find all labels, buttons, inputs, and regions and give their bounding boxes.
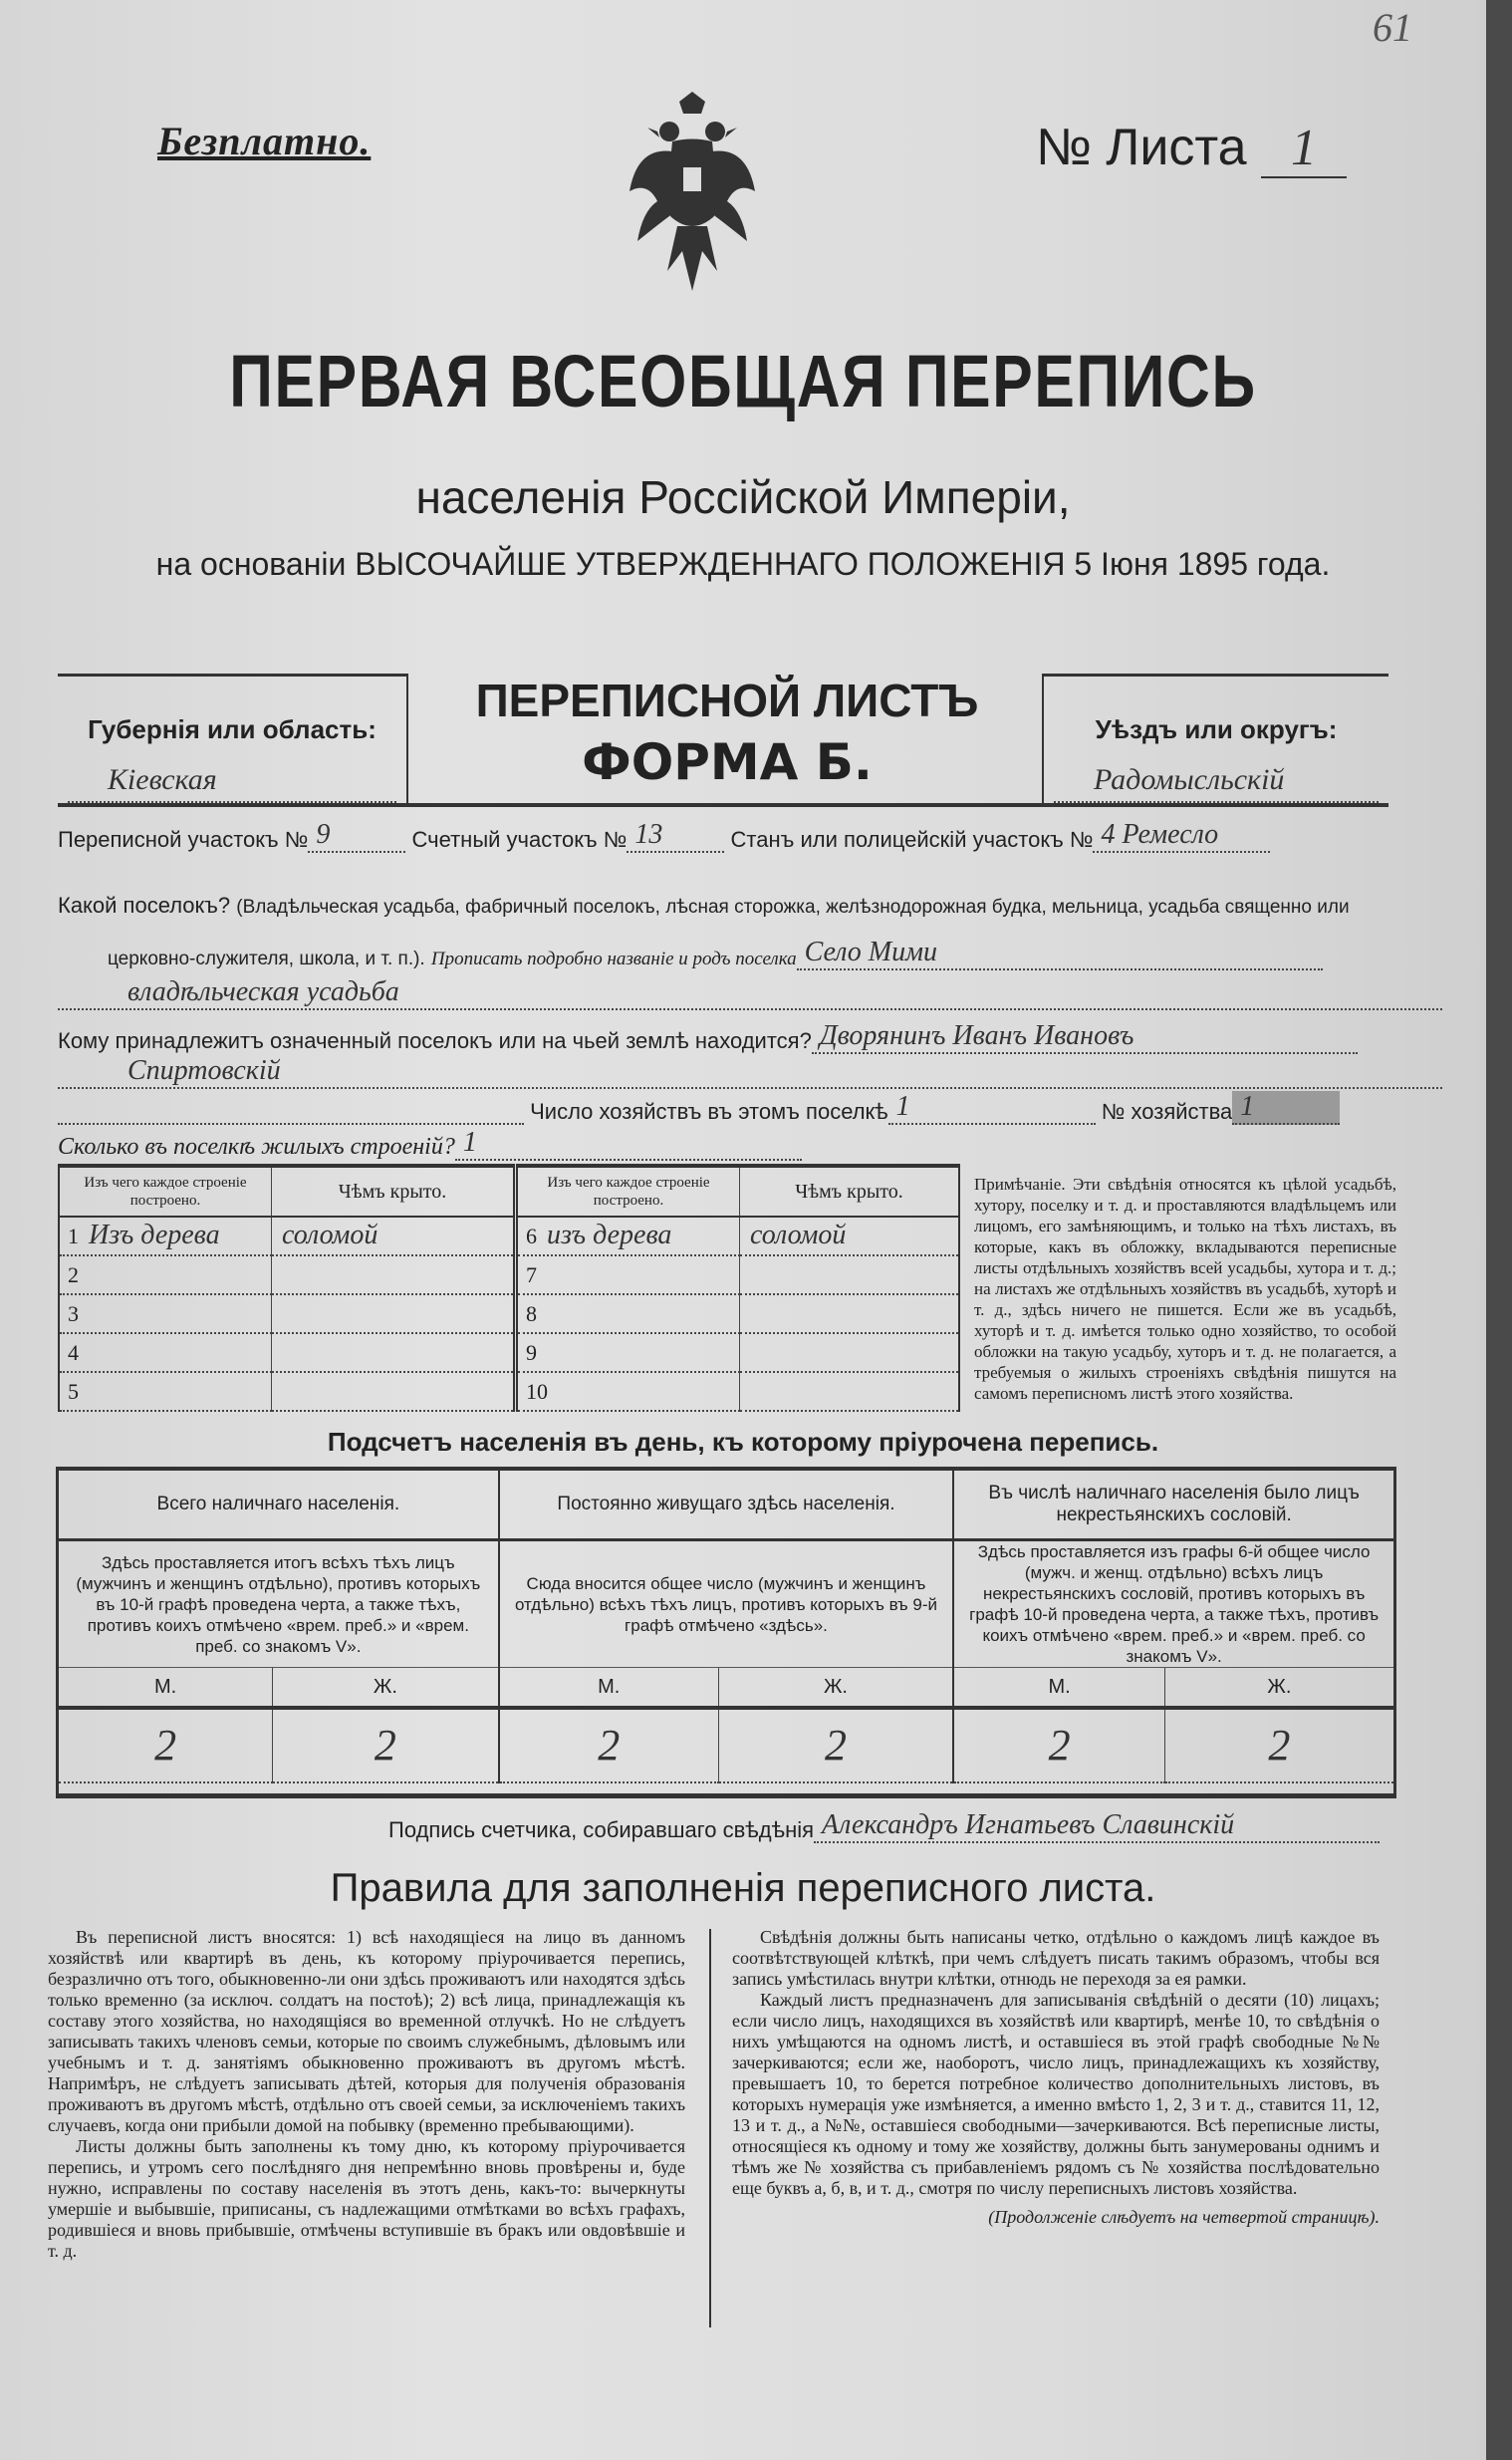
divider — [58, 803, 1388, 807]
building-material-field[interactable] — [516, 1217, 740, 1255]
row-number: 10 — [526, 1379, 548, 1404]
roof-material-value: соломой — [750, 1220, 847, 1250]
households-label: Число хозяйствъ въ этомъ поселкѣ — [530, 1099, 888, 1124]
column-header: Чѣмъ крыто. — [740, 1166, 960, 1217]
building-material-field[interactable] — [516, 1255, 740, 1294]
column-title: Постоянно живущаго здѣсь населенія. — [499, 1469, 954, 1540]
column-description: Здѣсь проставляется изъ графы 6-й общее число (мужч. и женщ. отдѣльно) всѣхъ лицъ некрестьянскихъ сословій, противъ которыхъ въ графѣ 10-й проведена черта, а также тѣхъ, противъ коихъ отмѣчено «врем. преб.» и «врем. преб. со знакомъ V». — [953, 1540, 1394, 1668]
row-number: 1 — [68, 1224, 79, 1248]
settlement-row-2 — [108, 937, 1388, 970]
column-title: Въ числѣ наличнаго населенія было лицъ некрестьянскихъ сословій. — [953, 1469, 1394, 1540]
resident-male-field[interactable]: 2 — [499, 1708, 719, 1782]
roof-material-field[interactable] — [740, 1294, 960, 1333]
signature-label: Подпись счетчика, собиравшаго свѣдѣнія — [388, 1817, 815, 1842]
column-title: Всего наличнаго населенія. — [58, 1469, 499, 1540]
rules-right-column — [732, 1927, 1380, 2228]
column-divider — [709, 1929, 711, 2327]
buildings-count-row — [58, 1127, 1388, 1161]
table-row — [59, 1372, 959, 1411]
district-box — [1042, 674, 1388, 804]
building-material-field[interactable] — [59, 1372, 272, 1411]
note-text: Примѣчаніе. Эти свѣдѣнія относятся къ цѣлой усадьбѣ, хутору, поселку и т. д. и проставляются владѣльцемъ или лицомъ, его замѣняющимъ, и только на тѣхъ листахъ, въ которые, какъ въ обложку, вкладываются переписные листы отдѣльныхъ хозяйствъ всей усадьбы, хутора и т. д.; на листахъ же отдѣльныхъ хозяйствъ въ усадьбѣ, хуторѣ и т. д., здѣсь ничего не пишется. Если же въ усадьбѣ, хуторѣ и т. д. имѣется только одно хозяйство, то особой обложки на такую усадьбу, хуторъ и т. д. не полагается, а требуемыя о жилыхъ строеніяхъ свѣдѣнія пишутся на самомъ переписномъ листѣ этого хозяйства. — [974, 1175, 1396, 1403]
rules-left-column — [48, 1927, 685, 2262]
column-description: Здѣсь проставляется итогъ всѣхъ тѣхъ лицъ (мужчинъ и женщинъ отдѣльно), противъ которыхъ въ 10-й графѣ проведена черта, а также тѣхъ, противъ коихъ отмѣчено «врем. преб.» и «врем. преб. со знакомъ V». — [58, 1540, 499, 1668]
sheet-number — [1036, 118, 1347, 177]
building-material-field[interactable] — [516, 1294, 740, 1333]
owner-label: Кому принадлежитъ означенный поселокъ или на чьей землѣ находится? — [58, 1028, 812, 1053]
settlement-hint: (Владѣльческая усадьба, фабричный поселокъ, лѣсная сторожка, желѣзнодорожная будка, мельница, усадьба священно или — [236, 897, 1350, 918]
household-number-field[interactable]: 1 — [1232, 1091, 1340, 1125]
total-female-field[interactable]: 2 — [273, 1708, 499, 1782]
roof-material-value: соломой — [282, 1220, 378, 1250]
owner-row — [58, 1020, 1388, 1054]
settlement-instruction: Прописать подробно названіе и родъ поселка — [430, 949, 797, 969]
buildings-count-label: Сколько въ поселкѣ жилыхъ строеній? — [58, 1134, 455, 1160]
male-header: М. — [58, 1668, 273, 1709]
document-subtitle: населенія Россійской Имперіи, — [415, 471, 1071, 523]
owner-row-2 — [58, 1055, 1388, 1089]
roof-material-field[interactable] — [740, 1372, 960, 1411]
census-district-field[interactable]: 9 — [308, 819, 405, 853]
settlement-row-3 — [58, 976, 1388, 1010]
female-header: Ж. — [1164, 1668, 1394, 1709]
roof-material-field[interactable] — [740, 1333, 960, 1372]
column-header: Изъ чего каждое строеніе построено. — [516, 1166, 740, 1217]
district-numbers-row — [58, 819, 1388, 853]
households-row — [58, 1091, 1388, 1125]
household-number-label: № хозяйства — [1101, 1099, 1233, 1124]
nonpeasant-female-field[interactable]: 2 — [1164, 1708, 1394, 1782]
document-title: ПЕРВАЯ ВСЕОБЩАЯ ПЕРЕПИСЬ — [229, 340, 1257, 422]
sheet-number-label: № Листа — [1036, 119, 1247, 176]
signature-field[interactable]: Александръ Игнатьевъ Славинскій — [814, 1809, 1380, 1843]
roof-material-field[interactable] — [272, 1217, 516, 1255]
roof-material-field[interactable] — [740, 1217, 960, 1255]
column-header: Изъ чего каждое строеніе построено. — [59, 1166, 272, 1217]
row-number: 5 — [68, 1379, 79, 1404]
police-district-label: Станъ или полицейскій участокъ № — [730, 827, 1094, 852]
province-box — [58, 674, 408, 804]
male-header: М. — [499, 1668, 719, 1709]
row-number: 9 — [526, 1340, 537, 1365]
table-header — [59, 1166, 959, 1217]
column-header: Чѣмъ крыто. — [272, 1166, 516, 1217]
roof-material-field[interactable] — [740, 1255, 960, 1294]
settlement-row — [58, 893, 1388, 919]
rules-paragraph: Листы должны быть заполнены къ тому дню, къ которому пріурочивается перепись, и утромъ сего послѣдняго дня непремѣнно вновь провѣрены и, буде нужно, исправлены по составу населенія въ этотъ день, какъ-то: вычеркнуты умершіе и выбывшіе, приписаны, съ надлежащими отмѣтками во всѣхъ графахъ, родившіеся и вновь прибывшіе, отмѣчены вступившіе въ бракъ или овдовѣвшіе и т. д. — [48, 2136, 685, 2261]
female-header: Ж. — [273, 1668, 499, 1709]
rules-paragraph: Каждый листъ предназначенъ для записыванія свѣдѣній о десяти (10) лицахъ; если число лицъ, находящихся въ хозяйствѣ или квартирѣ, менѣе 10, то свѣдѣнія о нихъ умѣщаются на одномъ листѣ, и оставшіеся въ этой графѣ свободные №№ зачеркиваются; если же, наоборотъ, число лицъ, принадлежащихъ къ хозяйству, превышаетъ 10, то берется потребное количество дополнительныхъ листовъ, въ которыхъ нумерація уже измѣняется, а именно вмѣсто 1, 2, 3 и т. д., ставится 11, 12, 13 и т. д., а №№, оставшіеся свободными—зачеркиваются. Всѣ переписные листы, относящіеся къ одному и тому же хозяйству, должны быть занумерованы однимъ и тѣмъ же № хозяйства съ прибавленіемъ рядомъ съ № хозяйства послѣдовательно еще буквъ а, б, в, и т. д., смотря по числу переписныхъ листовъ хозяйства. — [732, 1990, 1380, 2198]
nonpeasant-male-field[interactable]: 2 — [953, 1708, 1164, 1782]
form-name: ПЕРЕПИСНОЙ ЛИСТЪ — [475, 675, 979, 726]
building-material-field[interactable] — [516, 1372, 740, 1411]
table-row — [59, 1333, 959, 1372]
male-header: М. — [953, 1668, 1164, 1709]
buildings-table — [58, 1164, 960, 1412]
owner-field[interactable]: Дворянинъ Иванъ Ивановъ — [812, 1020, 1358, 1054]
building-material-field[interactable] — [59, 1217, 272, 1255]
row-number: 8 — [526, 1301, 537, 1326]
female-header: Ж. — [718, 1668, 953, 1709]
population-heading: Подсчетъ населенія въ день, къ которому пріурочена перепись. — [327, 1427, 1159, 1457]
resident-female-field[interactable]: 2 — [718, 1708, 953, 1782]
households-field[interactable]: 1 — [888, 1091, 1096, 1125]
district-label: Уѣздъ или округъ: — [1095, 714, 1338, 744]
coat-of-arms-icon — [628, 92, 757, 311]
count-district-field[interactable]: 13 — [627, 819, 724, 853]
row-number: 3 — [68, 1301, 79, 1326]
district-field[interactable]: Радомысльскій — [1054, 763, 1379, 803]
archive-page-number: 61 — [1373, 5, 1412, 50]
total-male-field[interactable]: 2 — [58, 1708, 273, 1782]
signature-row — [388, 1809, 1380, 1843]
blank-field — [58, 1123, 524, 1125]
settlement-hint-2: церковно-служителя, школа, и т. п.). — [108, 949, 425, 969]
owner-field-2[interactable]: Спиртовскій — [58, 1055, 1442, 1089]
form-title — [418, 674, 1036, 791]
building-material-value: Изъ дерева — [89, 1220, 220, 1250]
rules-paragraph: Свѣдѣнія должны быть написаны четко, отдѣльно о каждомъ лицѣ каждое въ соотвѣтствующей клѣткѣ, при чемъ слѣдуетъ писать такимъ образомъ, чтобы вся запись умѣстилась внутри клѣтки, отнюдь не переходя за ея рамки. — [732, 1927, 1380, 1989]
decree-line: на основаніи ВЫСОЧАЙШЕ УТВЕРЖДЕННАГО ПОЛОЖЕНІЯ 5 Іюня 1895 года. — [155, 546, 1331, 582]
building-material-field[interactable] — [516, 1333, 740, 1372]
form-type: ФОРМА Б. — [582, 733, 873, 791]
building-material-field[interactable] — [59, 1294, 272, 1333]
rules-paragraph: Въ переписной листъ вносятся: 1) всѣ находящіеся на лицо въ данномъ хозяйствѣ или квартирѣ въ день, къ которому пріурочивается перепись, безразлично отъ того, обыкновенно-ли они здѣсь проживаютъ или находятся здѣсь только временно (за исключ. солдатъ на постоѣ); 2) всѣ лица, принадлежащія къ составу этого хозяйства, но находящіяся во временной отлучкѣ. Но не слѣдуетъ записывать такихъ членовъ семьи, которые по своимъ служебнымъ, дѣловымъ или учебнымъ и т. д. занятіямъ обыкновенно проживаютъ въ другомъ мѣстѣ. Напримѣръ, не слѣдуетъ записывать дѣтей, которыя для полученія образованія проживаютъ въ другомъ мѣстѣ, отдѣльно отъ своей семьи, за исключеніемъ такихъ случаевъ, когда они прибыли домой на побывку (временно пребывающими). — [48, 1927, 685, 2135]
sheet-number-value: 1 — [1261, 120, 1347, 178]
roof-material-field[interactable] — [272, 1372, 516, 1411]
settlement-field-2[interactable]: владѣльческая усадьба — [58, 976, 1442, 1010]
continuation-note: (Продолженіе слѣдуетъ на четвертой страницѣ). — [988, 2207, 1380, 2227]
roof-material-field[interactable] — [272, 1255, 516, 1294]
row-number: 2 — [68, 1262, 79, 1287]
table-row — [59, 1217, 959, 1255]
row-number: 6 — [526, 1224, 537, 1248]
table-row — [59, 1294, 959, 1333]
buildings-count-field[interactable]: 1 — [455, 1127, 802, 1161]
building-material-field[interactable] — [59, 1333, 272, 1372]
settlement-label: Какой поселокъ? — [58, 893, 231, 918]
province-label: Губернія или область: — [88, 714, 377, 744]
settlement-field[interactable]: Село Мими — [797, 937, 1323, 970]
building-material-field[interactable] — [59, 1255, 272, 1294]
count-district-label: Счетный участокъ № — [411, 827, 628, 852]
building-material-value: изъ дерева — [547, 1220, 672, 1250]
column-description: Сюда вносится общее число (мужчинъ и женщинъ отдѣльно) всѣхъ тѣхъ лицъ, противъ которыхъ въ 9-й графѣ отмѣчено «здѣсь». — [499, 1540, 954, 1668]
roof-material-field[interactable] — [272, 1333, 516, 1372]
police-district-field[interactable]: 4 Ремесло — [1093, 819, 1270, 853]
roof-material-field[interactable] — [272, 1294, 516, 1333]
rules-title: Правила для заполненія переписного листа. — [330, 1866, 1156, 1910]
table-spacer — [58, 1782, 1395, 1796]
free-of-charge-label: Безплатно. — [157, 119, 372, 163]
province-field[interactable]: Кіевская — [68, 763, 396, 803]
row-number: 7 — [526, 1262, 537, 1287]
table-row — [59, 1255, 959, 1294]
census-district-label: Переписной участокъ № — [58, 827, 309, 852]
row-number: 4 — [68, 1340, 79, 1365]
population-table — [56, 1467, 1396, 1798]
